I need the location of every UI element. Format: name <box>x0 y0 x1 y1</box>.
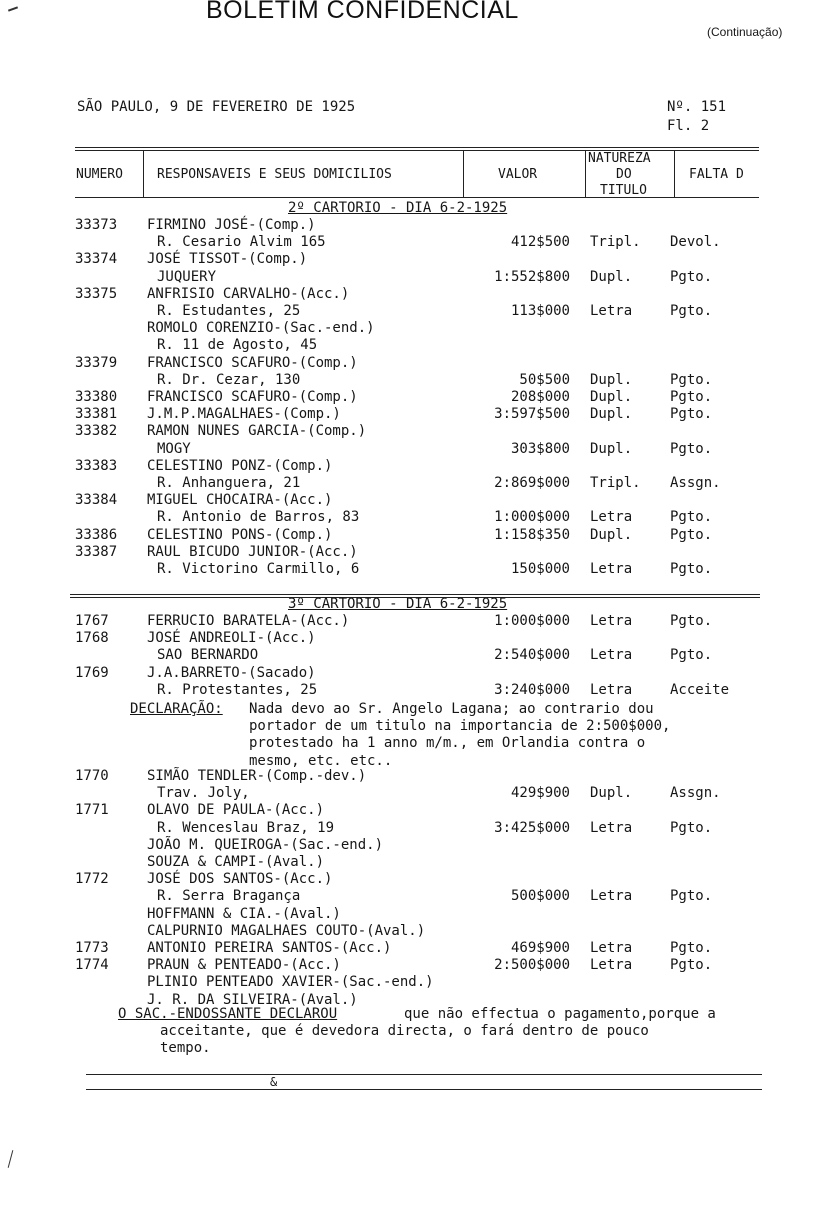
row-value: 2:540$000 <box>494 647 570 664</box>
table-row <box>0 544 816 561</box>
document-title: BOLETIM CONFIDENCIAL <box>206 0 519 24</box>
footer-rule-1 <box>86 1074 762 1075</box>
table-row <box>0 355 816 372</box>
table-row <box>0 630 816 647</box>
table-row <box>0 768 816 785</box>
text-line: acceitante, que é devedora directa, o fará dentro de pouco <box>160 1023 649 1040</box>
section-3-heading: 3º CARTORIO - DIA 6-2-1925 <box>288 596 508 612</box>
table-row <box>0 423 816 440</box>
row-falta: Pgto. <box>670 406 713 423</box>
row-responsible: OLAVO DE PAULA-(Acc.) <box>147 802 325 819</box>
table-row <box>0 509 816 526</box>
row-falta: Devol. <box>670 234 721 251</box>
row-value: 3:597$500 <box>494 406 570 423</box>
row-responsible: R. Wenceslau Braz, 19 <box>157 819 335 836</box>
col-divider-2 <box>463 150 464 198</box>
row-falta: Pgto. <box>670 389 713 405</box>
declaracao-label: DECLARAÇÃO: <box>130 701 223 717</box>
row-falta: Acceite <box>670 681 730 698</box>
row-falta: Pgto. <box>670 509 713 526</box>
table-row <box>0 320 816 337</box>
row-responsible: R. Antonio de Barros, 83 <box>157 509 360 526</box>
table-row <box>0 613 816 630</box>
row-nature: Letra <box>590 647 633 664</box>
sheet-number: Fl. 2 <box>667 118 710 134</box>
header-top-rule <box>75 147 759 148</box>
row-responsible: FRANCISCO SCAFURO-(Comp.) <box>147 354 358 371</box>
row-responsible: JOSÉ DOS SANTOS-(Acc.) <box>147 871 333 888</box>
row-value: 1:000$000 <box>494 509 570 526</box>
note-label: O SAC.-ENDOSSANTE DECLAROU <box>118 1006 338 1022</box>
row-nature: Letra <box>590 940 633 956</box>
row-value: 113$000 <box>510 303 570 319</box>
row-responsible: J. R. DA SILVEIRA-(Aval.) <box>147 991 358 1008</box>
row-value: 150$000 <box>510 561 570 577</box>
col-header-numero: NUMERO <box>76 167 123 182</box>
row-falta: Pgto. <box>670 440 713 457</box>
row-responsible: PLINIO PENTEADO XAVIER-(Sac.-end.) <box>147 974 434 991</box>
row-value: 208$000 <box>510 389 570 405</box>
row-nature: Dupl. <box>590 268 633 285</box>
table-row <box>0 957 816 974</box>
row-value: 469$900 <box>510 940 570 956</box>
row-number: 33379 <box>75 354 118 371</box>
row-responsible: R. 11 de Agosto, 45 <box>157 337 318 354</box>
row-number: 33375 <box>75 285 118 302</box>
place-date: SÃO PAULO, 9 DE FEVEREIRO DE 1925 <box>77 99 356 115</box>
col-header-natureza: NATUREZA <box>588 151 651 166</box>
row-responsible: R. Estudantes, 25 <box>157 303 301 319</box>
col-header-do: DO <box>616 167 632 182</box>
row-responsible: FIRMINO JOSÉ-(Comp.) <box>147 217 316 233</box>
row-nature: Letra <box>590 613 633 629</box>
row-falta: Assgn. <box>670 475 721 491</box>
row-responsible: RAUL BICUDO JUNIOR-(Acc.) <box>147 543 358 560</box>
table-row <box>0 785 816 802</box>
table-row <box>0 974 816 991</box>
row-nature: Letra <box>590 681 633 698</box>
row-responsible: R. Cesario Alvim 165 <box>157 234 326 251</box>
row-falta: Pgto. <box>670 888 713 905</box>
header-bottom-rule <box>75 197 759 198</box>
row-responsible: ANTONIO PEREIRA SANTOS-(Acc.) <box>147 940 392 956</box>
row-falta: Pgto. <box>670 819 713 836</box>
row-nature: Letra <box>590 303 633 319</box>
text-line: tempo. <box>160 1040 211 1057</box>
row-value: 412$500 <box>510 234 570 251</box>
row-responsible: JUQUERY <box>157 268 217 285</box>
row-responsible: JOSÉ ANDREOLI-(Acc.) <box>147 630 316 647</box>
row-responsible: CALPURNIO MAGALHAES COUTO-(Aval.) <box>147 922 426 939</box>
row-nature: Dupl. <box>590 526 633 543</box>
continuation-label: (Continuação) <box>707 25 783 39</box>
row-number: 1773 <box>75 940 109 956</box>
bulletin-number: Nº. 151 <box>667 99 727 115</box>
row-nature: Dupl. <box>590 389 633 405</box>
table-row <box>0 854 816 871</box>
table-row <box>0 372 816 389</box>
row-responsible: RAMON NUNES GARCIA-(Comp.) <box>147 423 367 440</box>
row-nature: Letra <box>590 957 633 974</box>
table-row <box>0 303 816 320</box>
row-value: 3:240$000 <box>494 681 570 698</box>
text-line: Nada devo ao Sr. Angelo Lagana; ao contrario dou <box>249 701 654 717</box>
row-number: 1774 <box>75 957 109 974</box>
row-nature: Letra <box>590 561 633 577</box>
row-number: 33384 <box>75 492 118 509</box>
row-responsible: SAO BERNARDO <box>157 647 259 664</box>
row-nature: Dupl. <box>590 785 633 802</box>
row-responsible: J.M.P.MAGALHAES-(Comp.) <box>147 406 341 423</box>
row-responsible: FERRUCIO BARATELA-(Acc.) <box>147 613 350 629</box>
row-number: 33374 <box>75 251 118 268</box>
row-nature: Letra <box>590 819 633 836</box>
table-row <box>0 269 816 286</box>
row-responsible: CELESTINO PONZ-(Comp.) <box>147 457 333 474</box>
text-line: mesmo, etc. etc.. <box>249 752 393 769</box>
table-row <box>0 527 816 544</box>
table-row <box>0 234 816 251</box>
header-top-rule-2 <box>75 150 759 151</box>
row-nature: Dupl. <box>590 371 633 388</box>
table-row <box>0 389 816 406</box>
row-falta: Pgto. <box>670 526 713 543</box>
row-falta: Pgto. <box>670 957 713 974</box>
row-value: 429$900 <box>510 785 570 802</box>
row-falta: Pgto. <box>670 613 713 629</box>
section-2-heading: 2º CARTORIO - DIA 6-2-1925 <box>288 200 508 216</box>
col-divider-4 <box>674 150 675 198</box>
footer-mark: & <box>270 1075 278 1089</box>
row-nature: Letra <box>590 509 633 526</box>
row-falta: Pgto. <box>670 268 713 285</box>
text-line: que não effectua o pagamento,porque a <box>404 1006 716 1022</box>
row-responsible: J.A.BARRETO-(Sacado) <box>147 664 316 681</box>
row-number: 33386 <box>75 526 118 543</box>
row-responsible: MOGY <box>157 440 191 457</box>
row-number: 1769 <box>75 664 109 681</box>
table-row <box>0 888 816 905</box>
col-header-responsaveis: RESPONSAVEIS E SEUS DOMICILIOS <box>157 167 392 182</box>
text-line: portador de um titulo na importancia de 2:500$000, <box>249 718 671 735</box>
row-number: 33381 <box>75 406 118 423</box>
row-responsible: CELESTINO PONS-(Comp.) <box>147 526 333 543</box>
row-responsible: R. Victorino Carmillo, 6 <box>157 561 360 577</box>
row-responsible: MIGUEL CHOCAIRA-(Acc.) <box>147 492 333 509</box>
col-header-titulo: TITULO <box>600 183 647 198</box>
row-value: 1:000$000 <box>494 613 570 629</box>
row-number: 33373 <box>75 217 118 233</box>
row-responsible: R. Dr. Cezar, 130 <box>157 371 301 388</box>
table-row <box>0 802 816 819</box>
table-row <box>0 475 816 492</box>
row-value: 1:552$800 <box>494 268 570 285</box>
table-row <box>0 647 816 664</box>
row-nature: Dupl. <box>590 406 633 423</box>
row-number: 1771 <box>75 802 109 819</box>
col-header-valor: VALOR <box>498 167 538 182</box>
row-responsible: SIMÃO TENDLER-(Comp.-dev.) <box>147 768 367 784</box>
row-responsible: JOSÉ TISSOT-(Comp.) <box>147 251 308 268</box>
row-number: 1770 <box>75 768 109 784</box>
row-responsible: JOÃO M. QUEIROGA-(Sac.-end.) <box>147 836 384 853</box>
col-divider-1 <box>143 150 144 198</box>
table-row <box>0 906 816 923</box>
row-falta: Assgn. <box>670 785 721 802</box>
col-header-falta: FALTA D <box>689 167 744 182</box>
row-responsible: R. Anhanguera, 21 <box>157 475 301 491</box>
table-row <box>0 923 816 940</box>
row-responsible: ROMOLO CORENZIO-(Sac.-end.) <box>147 320 375 337</box>
table-row <box>0 441 816 458</box>
col-divider-3 <box>585 150 586 198</box>
table-row <box>0 458 816 475</box>
row-falta: Pgto. <box>670 303 713 319</box>
row-responsible: HOFFMANN & CIA.-(Aval.) <box>147 905 341 922</box>
scan-mark-2 <box>8 1150 14 1168</box>
row-nature: Letra <box>590 888 633 905</box>
row-number: 1772 <box>75 871 109 888</box>
row-responsible: PRAUN & PENTEADO-(Acc.) <box>147 957 341 974</box>
row-falta: Pgto. <box>670 940 713 956</box>
table-row <box>0 940 816 957</box>
table-row <box>0 286 816 303</box>
row-responsible: ANFRISIO CARVALHO-(Acc.) <box>147 285 350 302</box>
table-row <box>0 251 816 268</box>
table-row <box>0 820 816 837</box>
row-nature: Dupl. <box>590 440 633 457</box>
row-value: 50$500 <box>519 371 570 388</box>
row-value: 3:425$000 <box>494 819 570 836</box>
table-row <box>0 837 816 854</box>
scan-mark <box>8 6 18 11</box>
row-responsible: R. Serra Bragança <box>157 888 301 905</box>
table-row <box>0 217 816 234</box>
row-value: 1:158$350 <box>494 526 570 543</box>
row-value: 303$800 <box>510 440 570 457</box>
row-value: 500$000 <box>510 888 570 905</box>
footer-rule-2 <box>86 1089 762 1090</box>
row-number: 33382 <box>75 423 118 440</box>
row-number: 1768 <box>75 630 109 647</box>
row-number: 33387 <box>75 543 118 560</box>
row-number: 1767 <box>75 613 109 629</box>
table-row <box>0 682 816 699</box>
table-row <box>0 492 816 509</box>
table-row <box>0 406 816 423</box>
table-row <box>0 337 816 354</box>
row-falta: Pgto. <box>670 647 713 664</box>
row-number: 33383 <box>75 457 118 474</box>
row-responsible: Trav. Joly, <box>157 785 250 802</box>
row-falta: Pgto. <box>670 371 713 388</box>
table-row <box>0 665 816 682</box>
section-divider <box>70 594 760 595</box>
row-nature: Tripl. <box>590 234 641 251</box>
table-row <box>0 871 816 888</box>
row-falta: Pgto. <box>670 561 713 577</box>
row-responsible: SOUZA & CAMPI-(Aval.) <box>147 854 325 870</box>
row-responsible: R. Protestantes, 25 <box>157 681 318 698</box>
row-value: 2:869$000 <box>494 475 570 491</box>
row-responsible: FRANCISCO SCAFURO-(Comp.) <box>147 389 358 405</box>
row-nature: Tripl. <box>590 475 641 491</box>
text-line: protestado ha 1 anno m/m., em Orlandia contra o <box>249 735 646 752</box>
row-value: 2:500$000 <box>494 957 570 974</box>
row-number: 33380 <box>75 389 118 405</box>
table-row <box>0 561 816 578</box>
